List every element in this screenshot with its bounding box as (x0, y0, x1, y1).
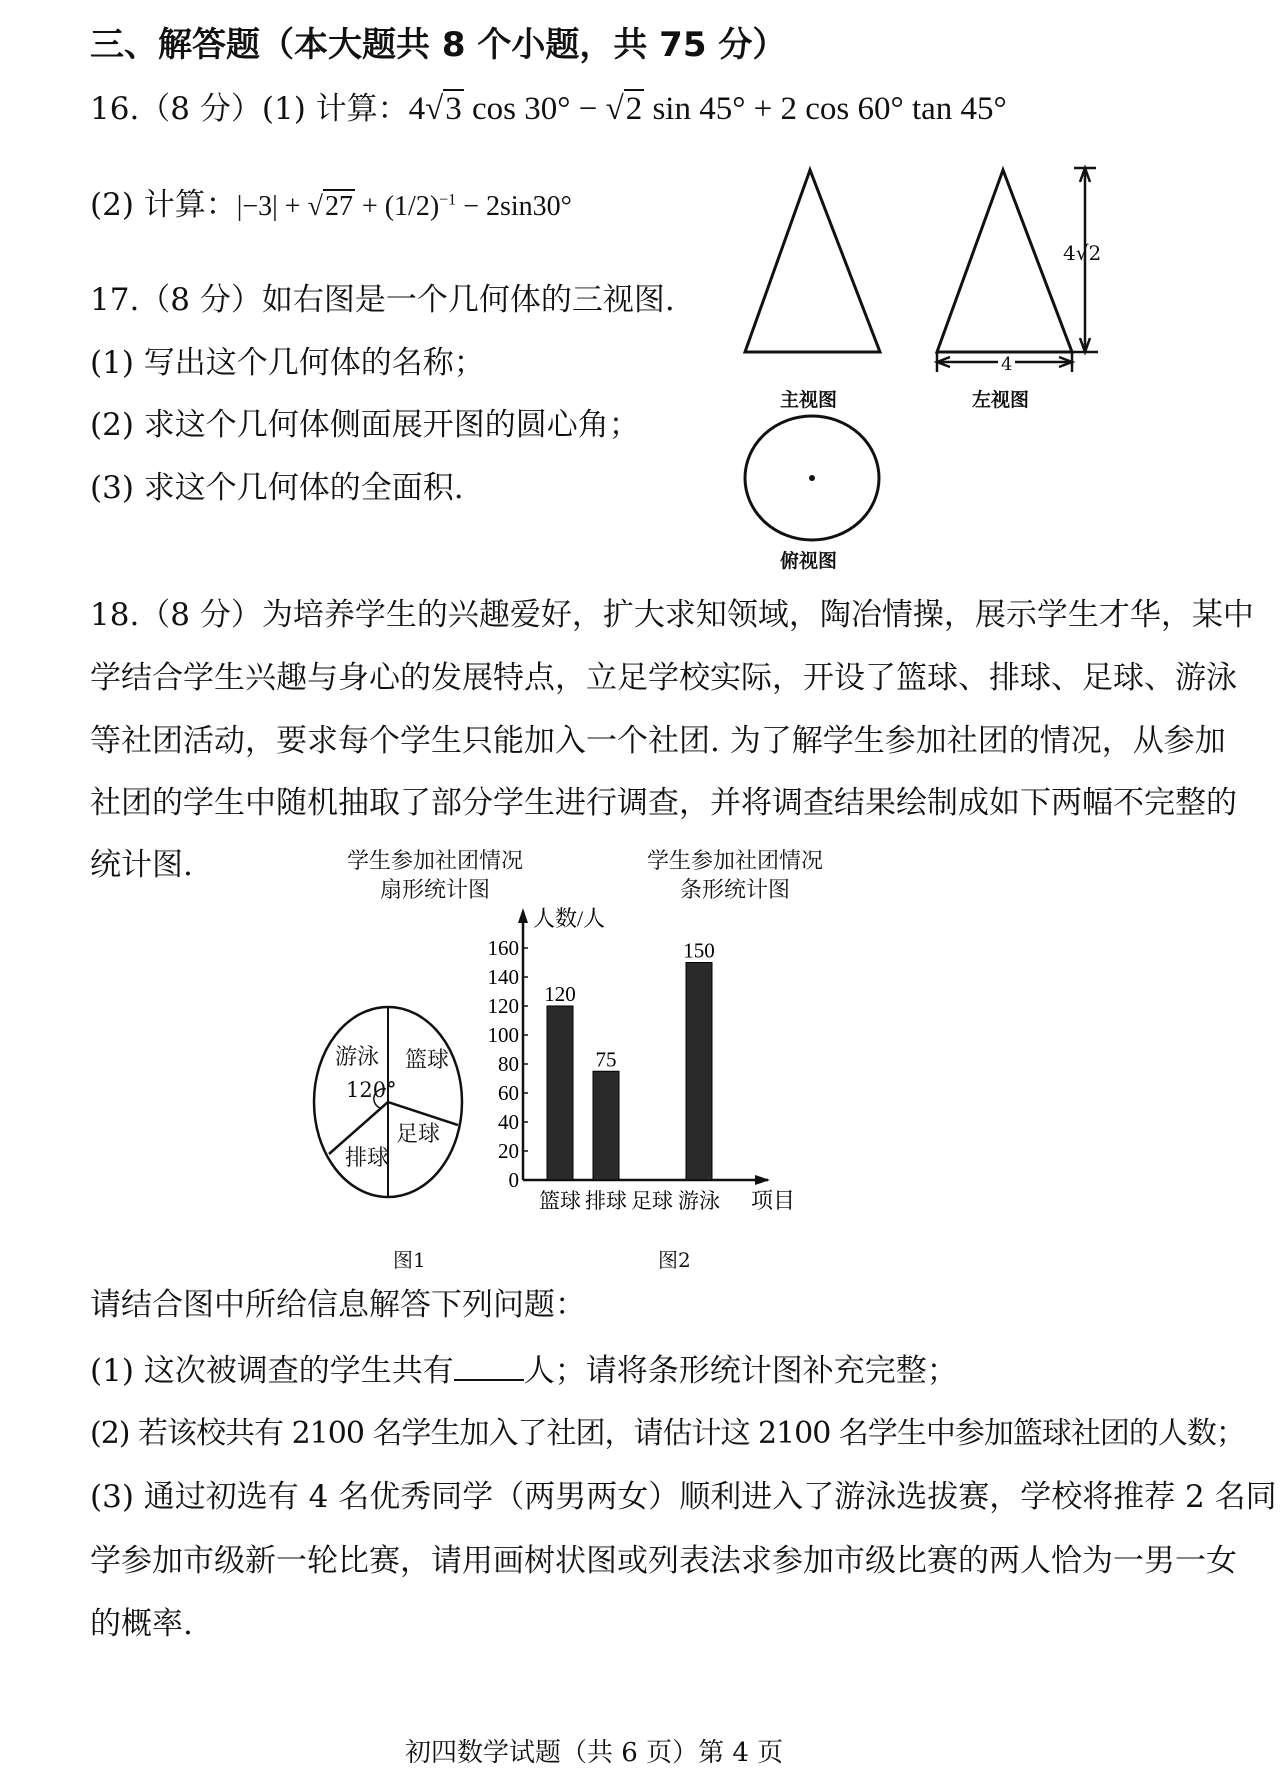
q18-part3-line-2: 学参加市级新一轮比赛，请用画树状图或列表法求参加市级比赛的两人恰为一男一女 (90, 1543, 1237, 1579)
left-view-caption: 左视图 (972, 389, 1030, 411)
bar (547, 1006, 573, 1180)
q17-part2: (2) 求这个几何体侧面展开图的圆心角； (90, 407, 640, 443)
pie-title: 学生参加社团情况 扇形统计图 (346, 849, 523, 903)
y-tick-label: 80 (498, 1052, 519, 1076)
height-label: 4√2 (1063, 241, 1102, 265)
bar-value-label: 120 (544, 982, 576, 1006)
figure2-caption: 图2 (658, 1248, 691, 1272)
y-tick-label: 0 (508, 1168, 519, 1192)
bar-value-label: 75 (595, 1047, 617, 1072)
bar-chart (488, 906, 796, 1213)
x-axis-arrow (755, 1175, 770, 1185)
y-tick-label: 60 (498, 1081, 519, 1105)
pie-angle-label: 120° (346, 1078, 397, 1102)
q18-line-4: 社团的学生中随机抽取了部分学生进行调查，并将调查结果绘制成如下两幅不完整的 (90, 785, 1237, 821)
q18-line-1: 18.（8 分）为培养学生的兴趣爱好，扩大求知领域，陶冶情操，展示学生才华，某中 (90, 597, 1254, 633)
q16-expr1: 4√3 cos 30° − √2 sin 45° + 2 cos 60° tan 45° (408, 91, 1007, 127)
top-view-center-dot (809, 475, 815, 481)
x-tick-label: 游泳 (678, 1189, 720, 1213)
q16-label2: (2) 计算： (90, 187, 237, 223)
q18-line-3: 等社团活动，要求每个学生只能加入一个社团. 为了解学生参加社团的情况，从参加 (90, 723, 1226, 759)
x-tick-label: 篮球 (539, 1189, 581, 1213)
pie-label-football: 足球 (396, 1122, 441, 1147)
y-tick-label: 120 (487, 994, 519, 1018)
q16-label: 16.（8 分）(1) 计算： (90, 91, 409, 127)
left-view-triangle (937, 170, 1072, 352)
y-tick-label: 140 (487, 965, 519, 989)
top-view-caption: 俯视图 (780, 550, 838, 572)
q18-line-5: 统计图. (90, 847, 193, 883)
q18-part1: (1) 这次被调查的学生共有 人；请将条形统计图补充完整； (90, 1353, 958, 1389)
bar (686, 963, 712, 1181)
bar (593, 1071, 619, 1180)
x-tick-label: 排球 (585, 1189, 627, 1213)
y-axis-label: 人数/人 (533, 906, 606, 931)
base-label: 4 (998, 356, 1015, 374)
figure1-caption: 图1 (393, 1248, 426, 1272)
y-tick-label: 160 (487, 936, 519, 960)
answer-blank[interactable] (454, 1379, 524, 1381)
y-tick-label: 100 (487, 1023, 519, 1047)
pie-label-basketball: 篮球 (405, 1048, 450, 1073)
x-axis-label: 项目 (751, 1188, 796, 1213)
y-axis-arrow (518, 908, 528, 923)
bar-value-label: 150 (683, 938, 715, 963)
q17-stem: 17.（8 分）如右图是一个几何体的三视图. (90, 282, 675, 318)
pie-label-swimming: 游泳 (335, 1045, 380, 1070)
q18-part2: (2) 若该校共有 2100 名学生加入了社团，请估计这 2100 名学生中参加篮球社团的人数； (90, 1416, 1245, 1451)
q18-part3-line-3: 的概率. (90, 1606, 193, 1642)
y-tick-label: 40 (498, 1110, 519, 1134)
q17-part3: (3) 求这个几何体的全面积. (90, 470, 464, 506)
bar-title: 学生参加社团情况 条形统计图 (646, 849, 823, 903)
pie-label-volleyball: 排球 (345, 1146, 390, 1171)
q18-line-2: 学结合学生兴趣与身心的发展特点，立足学校实际，开设了篮球、排球、足球、游泳 (90, 660, 1237, 696)
section-title: 三、解答题（本大题共 8 个小题，共 75 分） (90, 25, 787, 65)
x-tick-label: 足球 (631, 1189, 673, 1213)
q17-part1: (1) 写出这个几何体的名称； (90, 345, 485, 381)
q18-prompt: 请结合图中所给信息解答下列问题： (90, 1287, 586, 1323)
q16-expr2: $|-3| + √27 + (1/2)^{-1} - 2\sin 30^\circ$ (236, 191, 572, 222)
y-tick-label: 20 (498, 1139, 519, 1163)
q18-part3-line-1: (3) 通过初选有 4 名优秀同学（两男两女）顺利进入了游泳选拔赛，学校将推荐 2 名同 (90, 1479, 1277, 1515)
front-view-triangle (745, 170, 880, 352)
page-footer: 初四数学试题（共 6 页）第 4 页 (405, 1738, 784, 1768)
front-view-caption: 主视图 (780, 389, 838, 411)
